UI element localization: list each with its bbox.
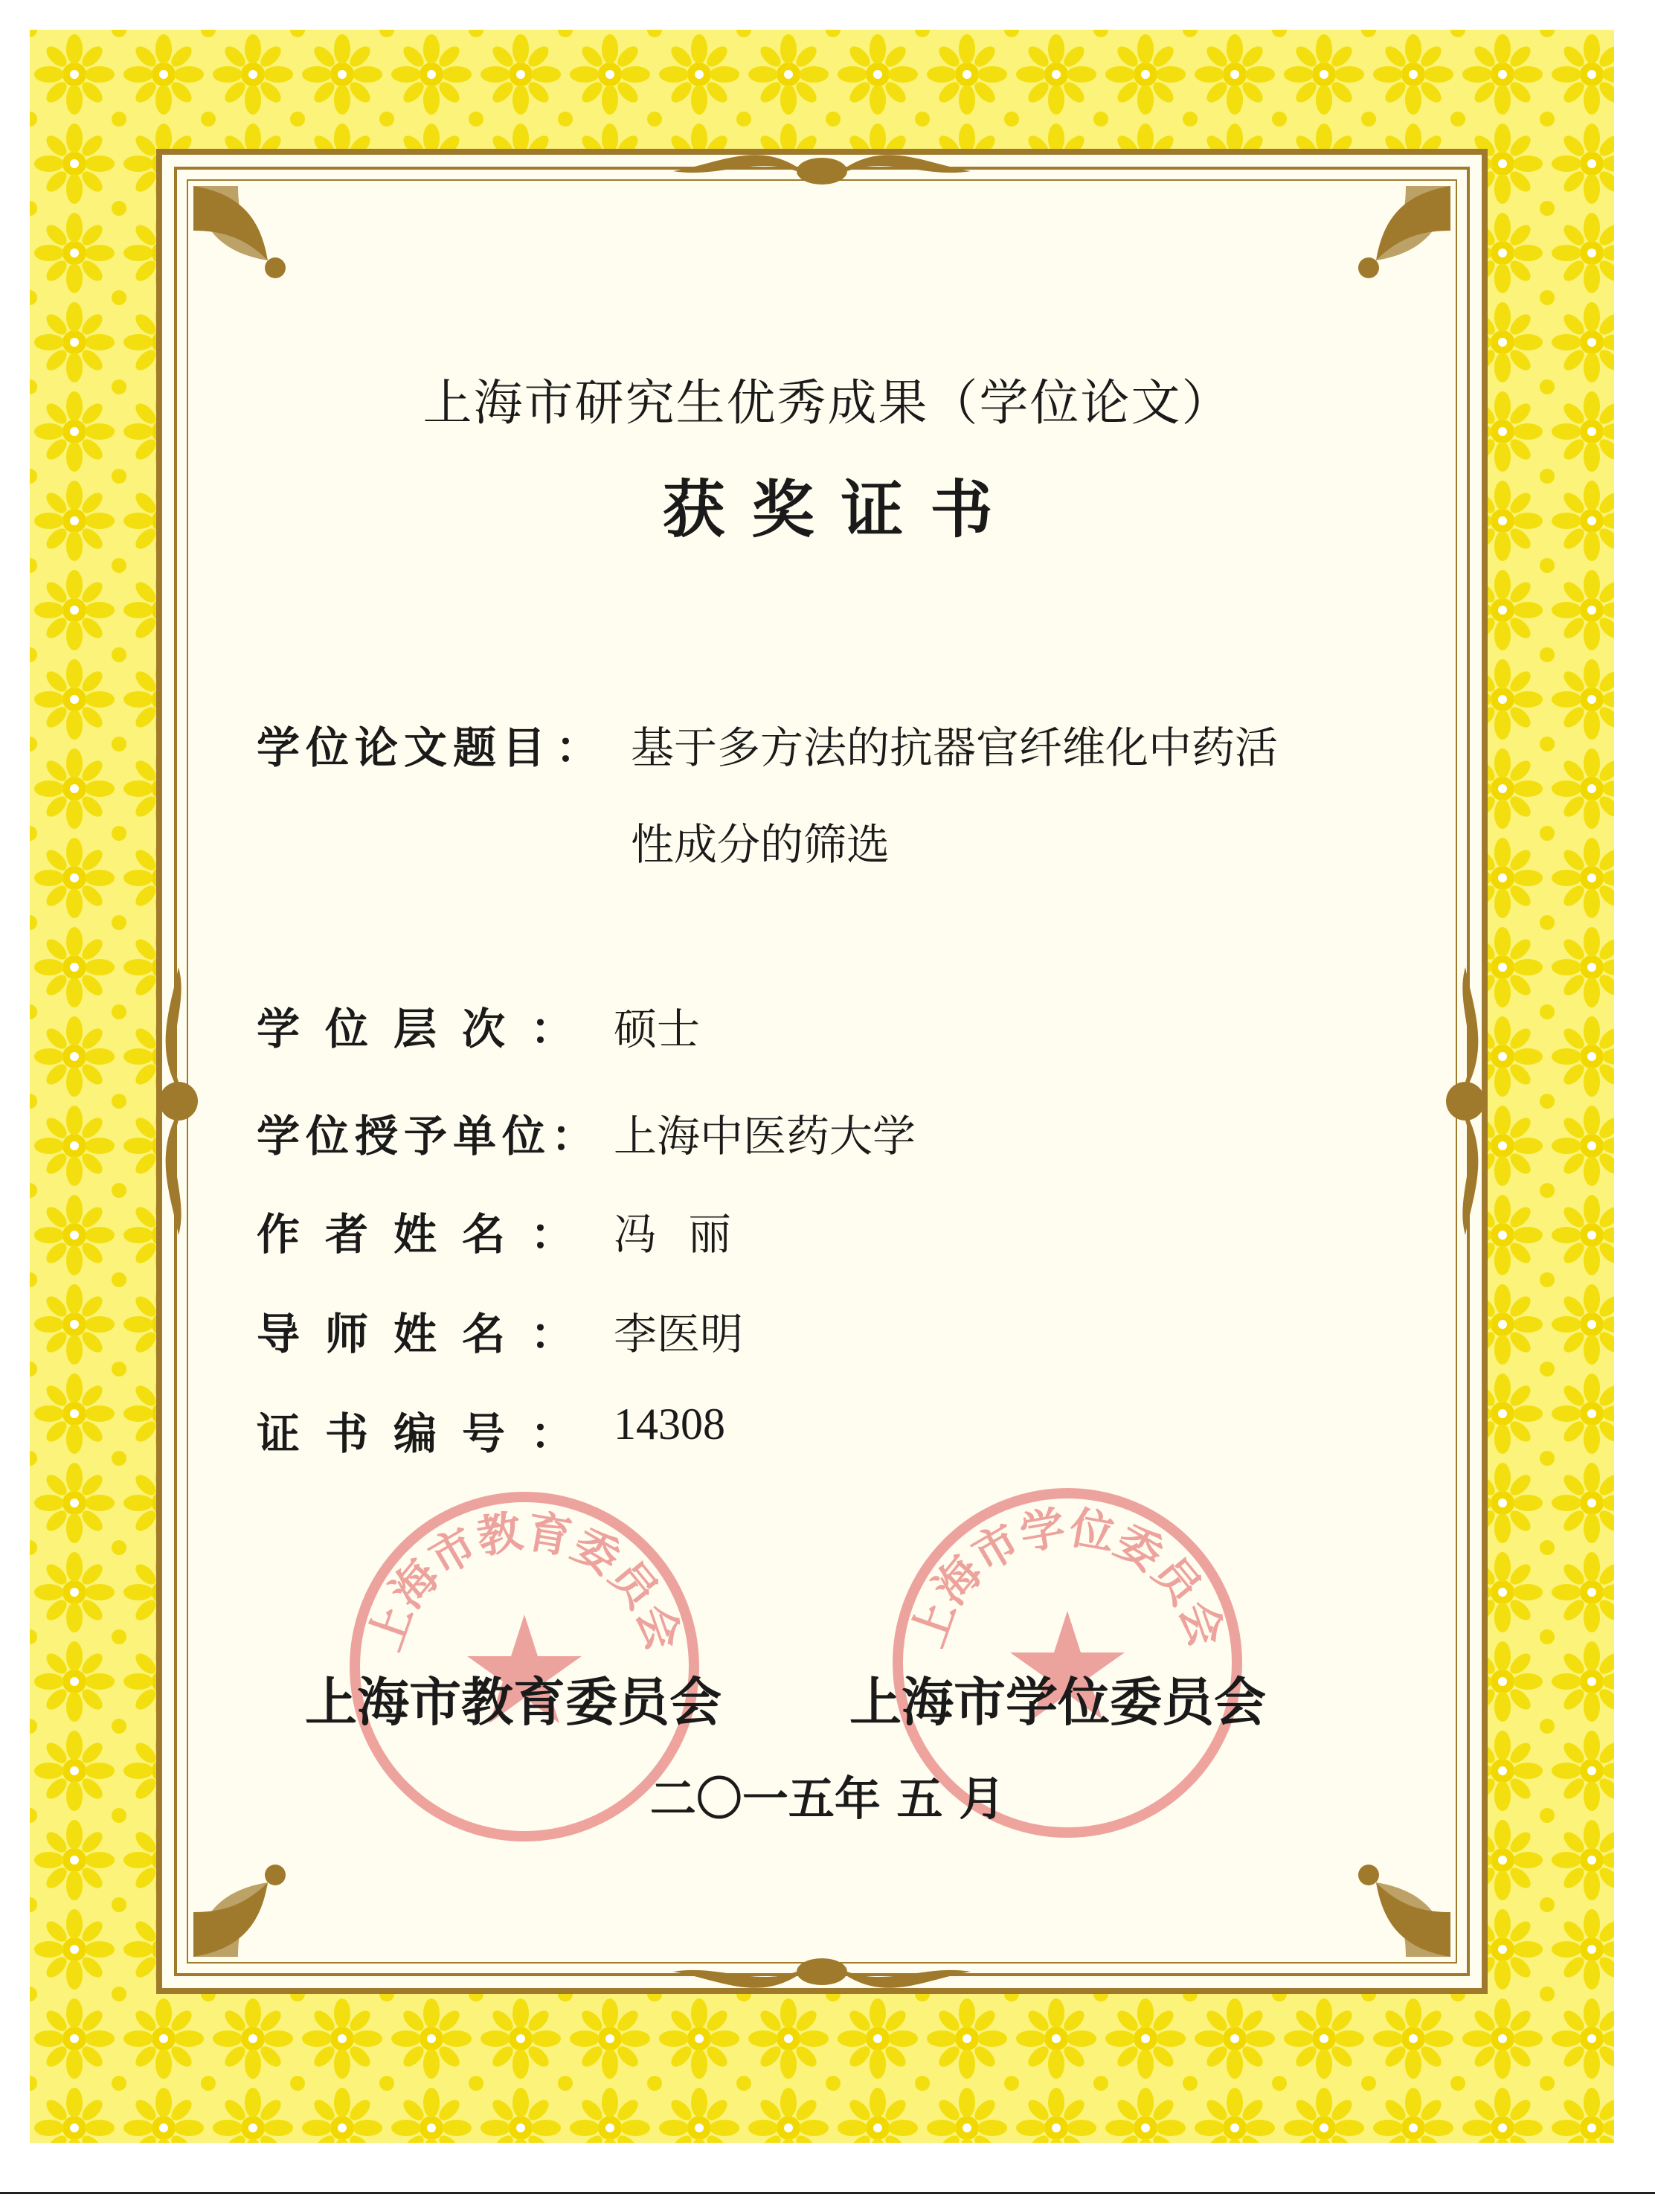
cert-number-label: 证书编号： bbox=[257, 1408, 600, 1459]
advisor-name-label: 导师姓名： bbox=[257, 1309, 600, 1359]
awarding-unit-label: 学位授予单位： bbox=[257, 1111, 601, 1161]
bottom-scan-edge bbox=[0, 2192, 1655, 2194]
issuer-education-commission: 上海市教育委员会 bbox=[305, 1672, 722, 1733]
thesis-title-value-line2: 性成分的筛选 bbox=[631, 819, 890, 870]
degree-level-value: 硕士 bbox=[614, 1004, 701, 1054]
certificate-title: 上海市研究生优秀成果（学位论文） bbox=[422, 374, 1233, 432]
cert-number-value: 14308 bbox=[614, 1400, 725, 1449]
thesis-title-label: 学位论文题目 ： bbox=[257, 722, 605, 773]
author-name-value: 冯丽 bbox=[614, 1209, 763, 1260]
author-name-label: 作者姓名： bbox=[257, 1209, 600, 1260]
certificate-subtitle: 获奖证书 bbox=[662, 473, 1020, 546]
issuer-degree-commission: 上海市学位委员会 bbox=[849, 1672, 1266, 1733]
awarding-unit-value: 上海中医药大学 bbox=[614, 1111, 916, 1161]
advisor-name-value: 李医明 bbox=[614, 1309, 744, 1359]
issue-date: 二〇一五年 五 月 bbox=[649, 1772, 1006, 1826]
right-seal-text: 上海市学位委员会 bbox=[902, 1501, 1233, 1654]
left-seal-text: 上海市教育委员会 bbox=[359, 1505, 690, 1658]
degree-level-label: 学位层次： bbox=[257, 1004, 600, 1054]
thesis-title-value-line1: 基于多方法的抗器官纤维化中药活 bbox=[631, 722, 1279, 773]
